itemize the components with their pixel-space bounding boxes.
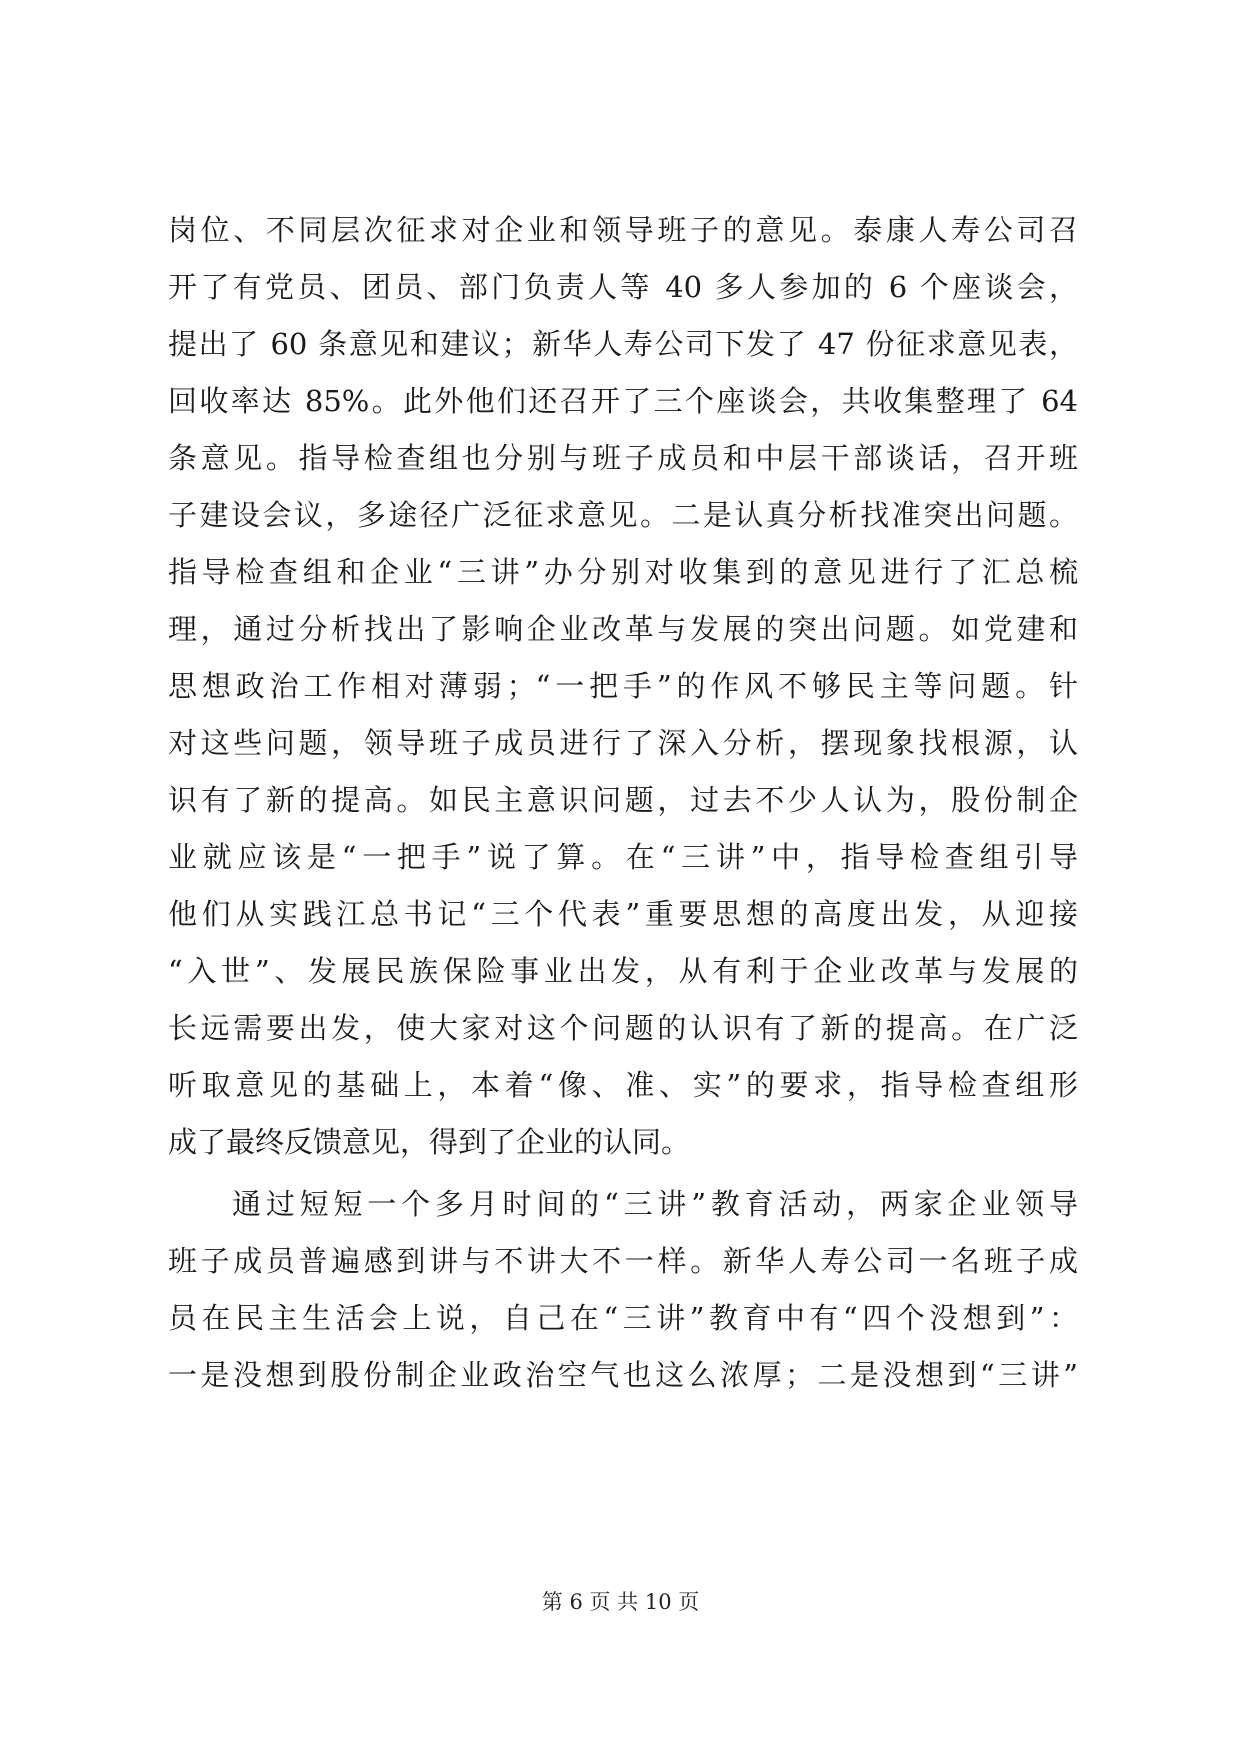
text-line: 识有了新的提高。如民主意识问题，过去不少人认为，股份制企 <box>168 783 1078 817</box>
text-line: 成了最终反馈意见，得到了企业的认同。 <box>168 1125 691 1159</box>
text-line: 子建设会议，多途径广泛征求意见。二是认真分析找准突出问题。 <box>168 498 1078 532</box>
text-line: 员在民主生活会上说，自己在“三讲”教育中有“四个没想到”： <box>168 1301 1078 1335</box>
text-line: 他们从实践江总书记“三个代表”重要思想的高度出发，从迎接 <box>168 897 1078 931</box>
text-line: 听取意见的基础上，本着“像、准、实”的要求，指导检查组形 <box>168 1068 1078 1102</box>
text-line: 业就应该是“一把手”说了算。在“三讲”中，指导检查组引导 <box>168 840 1078 874</box>
text-line: 指导检查组和企业“三讲”办分别对收集到的意见进行了汇总梳 <box>168 555 1078 589</box>
text-line: 提出了 60 条意见和建议；新华人寿公司下发了 47 份征求意见表， <box>168 327 1078 361</box>
page-footer: 第 6 页 共 10 页 <box>541 1590 700 1614</box>
text-line: 班子成员普遍感到讲与不讲大不一样。新华人寿公司一名班子成 <box>168 1244 1078 1278</box>
text-line: 岗位、不同层次征求对企业和领导班子的意见。泰康人寿公司召 <box>168 213 1078 247</box>
text-line: 理，通过分析找出了影响企业改革与发展的突出问题。如党建和 <box>168 612 1078 646</box>
text-line: 开了有党员、团员、部门负责人等 40 多人参加的 6 个座谈会， <box>168 270 1078 304</box>
text-line: 思想政治工作相对薄弱；“一把手”的作风不够民主等问题。针 <box>168 669 1078 703</box>
text-line: 条意见。指导检查组也分别与班子成员和中层干部谈话，召开班 <box>168 441 1078 475</box>
text-line: 对这些问题，领导班子成员进行了深入分析，摆现象找根源，认 <box>168 726 1078 760</box>
text-line: 长远需要出发，使大家对这个问题的认识有了新的提高。在广泛 <box>168 1011 1078 1045</box>
text-line: 一是没想到股份制企业政治空气也这么浓厚；二是没想到“三讲” <box>168 1358 1078 1392</box>
paragraph-first-line: 通过短短一个多月时间的“三讲”教育活动，两家企业领导 <box>232 1187 1078 1221</box>
text-line: 回收率达 85%。此外他们还召开了三个座谈会，共收集整理了 64 <box>168 384 1078 418</box>
text-line: “入世”、发展民族保险事业出发，从有利于企业改革与发展的 <box>168 954 1078 988</box>
